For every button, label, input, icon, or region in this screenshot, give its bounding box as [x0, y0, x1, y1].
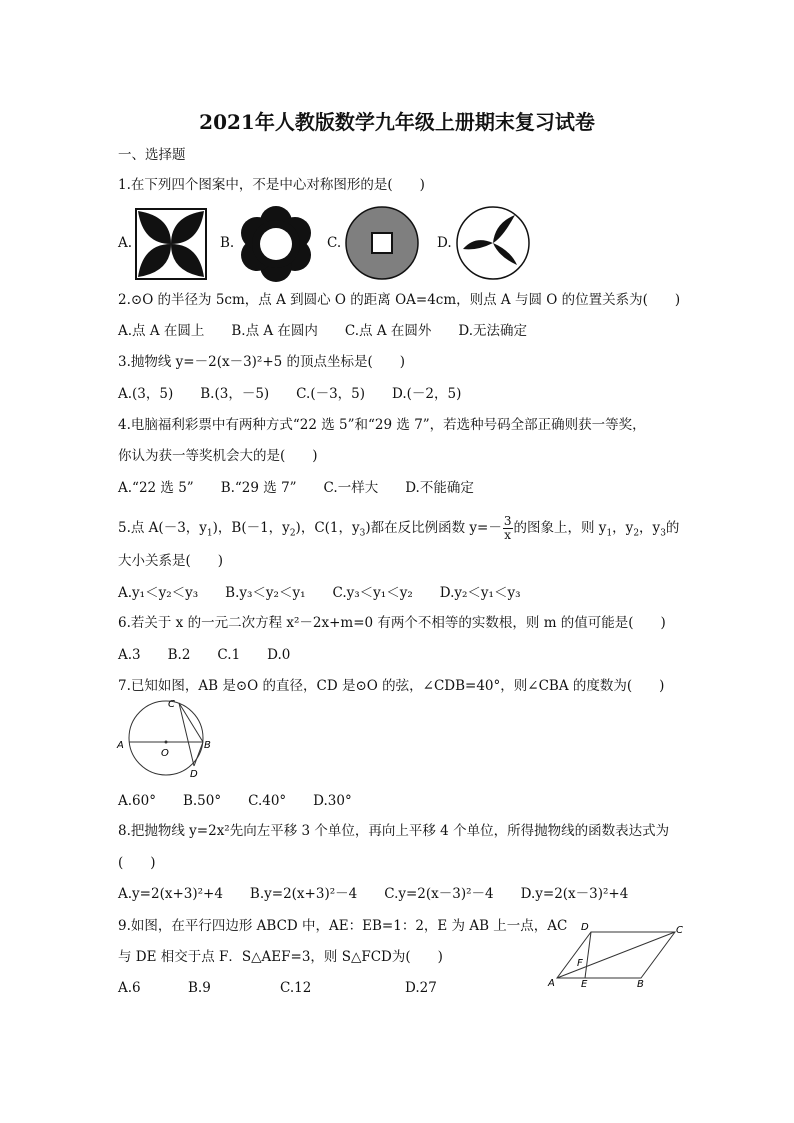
question-5-stem-line1: 5.点 A(－3，$y_1$)，B(－1，$y_2$)，C(1，$y_3$)都在反比例函数 y=－ $\frac{3}{x}$ 的图象上，则 $y_1$，$y_2$，$y_3$的 [118, 514, 680, 542]
q7-point-c-label: C [168, 699, 175, 710]
q9-point-d-label: D [581, 922, 589, 933]
question-9-option-a: A.6 [118, 980, 141, 996]
question-3-options: A.(3，5) B.(3，－5) C.(－3，5) D.(－2，5) [118, 386, 462, 402]
q1-option-d-label: D. [437, 235, 452, 251]
q1-option-a-label: A. [118, 235, 133, 251]
question-5-options: A.y₁＜y₂＜y₃ B.y₃＜y₂＜y₁ C.y₃＜y₁＜y₂ D.y₂＜y₁＜y₃ [118, 585, 521, 601]
question-9-stem-line1: 9.如图，在平行四边形 ABCD 中，AE：EB=1：2，E 为 AB 上一点，AC [118, 918, 568, 934]
q1-figure-b [234, 202, 318, 286]
q7-point-b-label: B [204, 740, 211, 751]
question-4-options: A.“22 选 5” B.“29 选 7” C.一样大 D.不能确定 [118, 480, 474, 496]
question-8-options: A.y=2(x+3)²+4 B.y=2(x+3)²－4 C.y=2(x－3)²－4 D.y=2(x－3)²+4 [118, 886, 629, 902]
question-7-options: A.60° B.50° C.40° D.30° [118, 793, 352, 809]
question-7-stem: 7.已知如图，AB 是⊙O 的直径，CD 是⊙O 的弦，∠CDB=40°，则∠CBA 的度数为( ) [118, 678, 665, 694]
q1-figure-c [344, 205, 420, 281]
question-8-stem-line2: ( ) [118, 855, 156, 871]
q7-point-d-label: D [190, 769, 198, 780]
q1-option-b-label: B. [220, 235, 235, 251]
question-8-stem-line1: 8.把抛物线 y=2x²先向左平移 3 个单位，再向上平移 4 个单位，所得抛物线的函数表达式为 [118, 823, 670, 839]
q9-point-b-label: B [637, 979, 644, 990]
q1-figure-d [455, 205, 531, 281]
q9-parallelogram-figure [545, 920, 685, 990]
q9-point-e-label: E [581, 979, 588, 990]
question-2-stem: 2.⊙O 的半径为 5cm，点 A 到圆心 O 的距离 OA=4cm，则点 A 与圆 O 的位置关系为( ) [118, 292, 681, 308]
q7-point-a-label: A [117, 740, 124, 751]
question-6-options: A.3 B.2 C.1 D.0 [118, 647, 291, 663]
q7-point-o-label: O [161, 748, 169, 759]
question-9-option-d: D.27 [405, 980, 437, 996]
question-4-stem-line1: 4.电脑福利彩票中有两种方式“22 选 5”和“29 选 7”，若选种号码全部正确则获一等奖， [118, 417, 646, 433]
section-heading: 一、选择题 [118, 147, 186, 163]
question-4-stem-line2: 你认为获一等奖机会大的是( ) [118, 448, 318, 464]
question-1-stem: 1.在下列四个图案中，不是中心对称图形的是( ) [118, 177, 425, 193]
question-5-stem-line2: 大小关系是( ) [118, 553, 224, 569]
q7-circle-figure [116, 698, 216, 780]
fraction-3-over-x: $\frac{3}{x}$ [503, 514, 512, 542]
question-6-stem: 6.若关于 x 的一元二次方程 x²－2x+m=0 有两个不相等的实数根，则 m 的值可能是( ) [118, 615, 666, 631]
question-9-option-c: C.12 [280, 980, 312, 996]
q1-option-c-label: C. [327, 235, 342, 251]
question-9-option-b: B.9 [188, 980, 211, 996]
question-3-stem: 3.抛物线 y=－2(x－3)²+5 的顶点坐标是( ) [118, 354, 406, 370]
question-9-stem-line2: 与 DE 相交于点 F．S△AEF=3，则 S△FCD为( ) [118, 949, 443, 965]
page-title: 2021年人教版数学九年级上册期末复习试卷 [199, 110, 595, 134]
q9-point-a-label: A [548, 978, 555, 989]
q9-point-f-label: F [577, 958, 583, 969]
q1-figure-a [135, 208, 207, 280]
question-2-options: A.点 A 在圆上 B.点 A 在圆内 C.点 A 在圆外 D.无法确定 [118, 323, 528, 339]
q9-point-c-label: C [676, 925, 683, 936]
